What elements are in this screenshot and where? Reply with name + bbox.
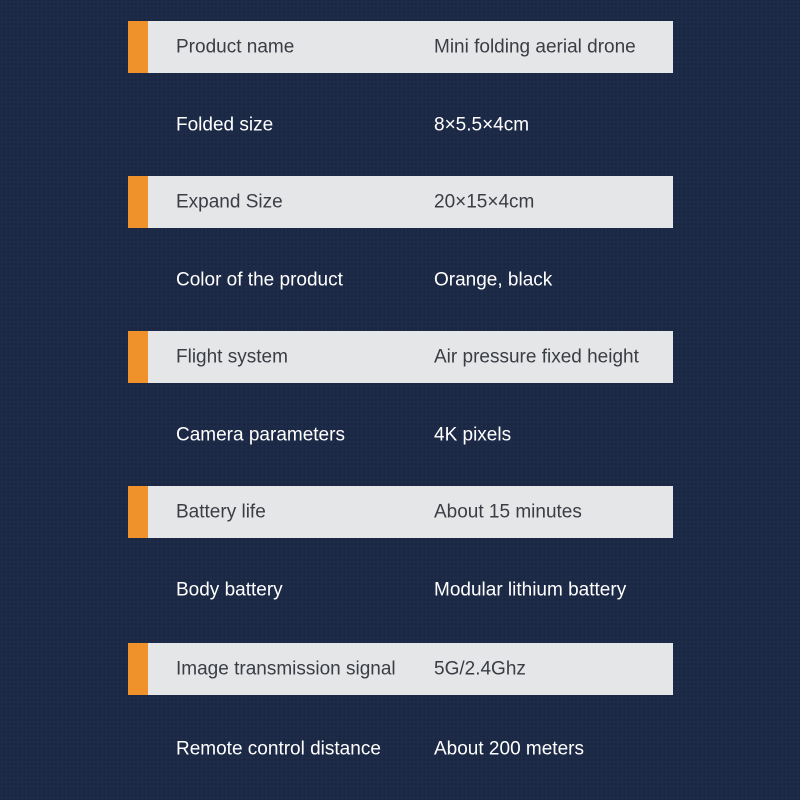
spec-label: Expand Size: [176, 191, 283, 213]
spec-label: Camera parameters: [176, 424, 345, 446]
spec-row-transmission: [128, 643, 673, 695]
spec-row-battery-life: [128, 486, 673, 538]
spec-row-body-battery: [128, 564, 673, 616]
spec-label: Folded size: [176, 114, 274, 136]
spec-value: 5G/2.4Ghz: [434, 658, 526, 680]
spec-row-remote-distance: [128, 732, 673, 784]
spec-label: Product name: [176, 36, 295, 58]
spec-row-product-name: [128, 21, 673, 73]
spec-row-flight-system: [128, 331, 673, 383]
spec-label: Remote control distance: [176, 738, 381, 760]
accent-bar: [128, 21, 148, 73]
spec-value: Air pressure fixed height: [434, 346, 639, 368]
accent-bar: [128, 643, 148, 695]
spec-label: Image transmission signal: [176, 658, 396, 680]
spec-label: Body battery: [176, 579, 283, 601]
spec-value: 20×15×4cm: [434, 191, 535, 213]
spec-row-camera: [128, 409, 673, 461]
spec-label: Color of the product: [176, 269, 343, 291]
spec-row-color: [128, 254, 673, 306]
spec-value: Orange, black: [434, 269, 553, 291]
spec-row-expand-size: [128, 176, 673, 228]
spec-label: Flight system: [176, 346, 288, 368]
accent-bar: [128, 331, 148, 383]
spec-value: Modular lithium battery: [434, 579, 627, 601]
spec-value: 4K pixels: [434, 424, 512, 446]
accent-bar: [128, 176, 148, 228]
spec-value: About 15 minutes: [434, 501, 582, 523]
spec-row-folded-size: [128, 99, 673, 151]
spec-label: Battery life: [176, 501, 266, 523]
spec-value: About 200 meters: [434, 738, 584, 760]
spec-value: 8×5.5×4cm: [434, 114, 530, 136]
spec-value: Mini folding aerial drone: [434, 36, 636, 58]
accent-bar: [128, 486, 148, 538]
